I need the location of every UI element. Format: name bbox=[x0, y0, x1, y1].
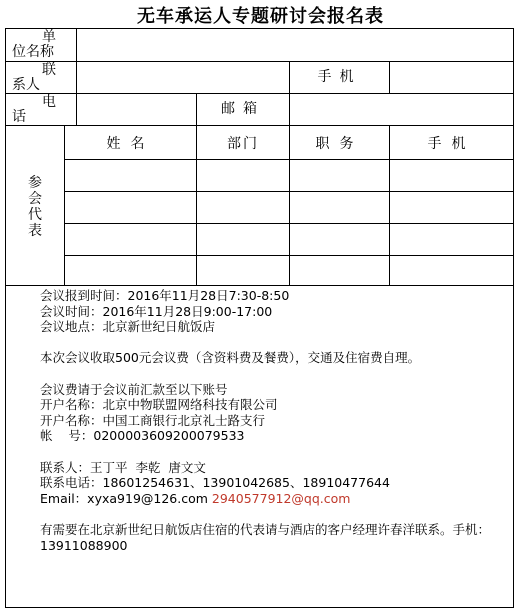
attendee-cell[interactable] bbox=[65, 192, 196, 223]
column-header-position: 职务 bbox=[315, 136, 364, 152]
unit-name-label: 单 位名称 bbox=[12, 29, 56, 60]
attendee-cell[interactable] bbox=[197, 160, 289, 191]
attendee-cell[interactable] bbox=[197, 256, 289, 287]
attendee-cell[interactable] bbox=[390, 192, 513, 223]
fee-note: 本次会议收取500元会议费（含资料费及餐费），交通及住宿费自理。 bbox=[40, 350, 421, 366]
email-field[interactable] bbox=[290, 94, 513, 125]
attendee-cell[interactable] bbox=[197, 192, 289, 223]
attendee-cell[interactable] bbox=[390, 224, 513, 255]
mobile-field[interactable] bbox=[390, 62, 513, 93]
account-number: 帐 号：0200003609200079533 bbox=[40, 428, 245, 444]
attendee-cell[interactable] bbox=[390, 256, 513, 287]
attendee-cell[interactable] bbox=[65, 160, 196, 191]
mobile-label: 手机 bbox=[317, 69, 362, 85]
unit-name-field[interactable] bbox=[77, 30, 513, 61]
phone-field[interactable] bbox=[77, 94, 196, 125]
column-header-mobile: 手机 bbox=[427, 136, 476, 152]
attendee-cell[interactable] bbox=[290, 192, 389, 223]
form-title: 无车承运人专题研讨会报名表 bbox=[137, 6, 384, 27]
phone-label: 电 话 bbox=[12, 94, 56, 125]
meeting-notes bbox=[12, 288, 508, 553]
hotel-note: 有需要在北京新世纪日航饭店住宿的代表请与酒店的客户经理许春洋联系。手机：13911088900 bbox=[40, 521, 491, 553]
email-label: 邮箱 bbox=[221, 101, 265, 117]
contact-label: 联 系人 bbox=[12, 62, 56, 93]
checkin-time: 会议报到时间：2016年11月28日7:30-8:50 bbox=[40, 288, 290, 303]
contact-email bbox=[12, 491, 508, 507]
attendees-label: 参 会 代 表 bbox=[28, 175, 42, 239]
attendee-cell[interactable] bbox=[290, 160, 389, 191]
attendee-cell[interactable] bbox=[290, 256, 389, 287]
attendee-cell[interactable] bbox=[197, 224, 289, 255]
email-secondary-link[interactable]: 2940577912@qq.com bbox=[211, 490, 351, 506]
attendee-cell[interactable] bbox=[290, 224, 389, 255]
email-primary: Email：xyxa919@126.com bbox=[40, 490, 212, 506]
contact-persons: 联系人：王丁平 李乾 唐文文 bbox=[40, 459, 206, 475]
meeting-time: 会议时间：2016年11月28日9:00-17:00 bbox=[40, 303, 273, 319]
contact-phones: 联系电话：18601254631、13901042685、18910477644 bbox=[40, 475, 390, 491]
bank-name: 开户名称：中国工商银行北京礼士路支行 bbox=[40, 412, 266, 428]
attendee-cell[interactable] bbox=[390, 160, 513, 191]
registration-form bbox=[5, 28, 514, 608]
column-header-department: 部门 bbox=[227, 136, 259, 152]
account-name: 开户名称：北京中物联盟网络科技有限公司 bbox=[40, 397, 278, 413]
contact-field[interactable] bbox=[77, 62, 289, 93]
attendee-cell[interactable] bbox=[65, 256, 196, 287]
payment-note: 会议费请于会议前汇款至以下账号 bbox=[40, 381, 228, 397]
column-header-name: 姓名 bbox=[106, 136, 155, 152]
meeting-location: 会议地点：北京新世纪日航饭店 bbox=[40, 319, 216, 335]
attendee-cell[interactable] bbox=[65, 224, 196, 255]
